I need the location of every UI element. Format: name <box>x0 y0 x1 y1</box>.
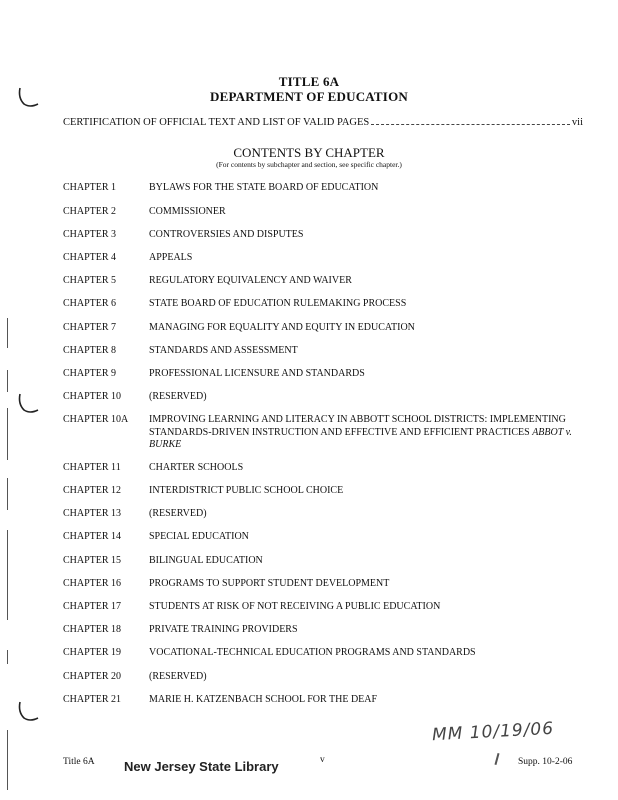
chapter-row[interactable] <box>63 578 593 591</box>
chapter-title: CHARTER SCHOOLS <box>149 462 244 473</box>
chapter-title: BYLAWS FOR THE STATE BOARD OF EDUCATION <box>149 182 379 193</box>
chapter-row[interactable] <box>63 391 593 404</box>
chapter-row[interactable] <box>63 531 593 544</box>
chapter-title: STANDARDS AND ASSESSMENT <box>149 345 298 356</box>
leader-dots <box>371 123 570 125</box>
chapter-number: CHAPTER 4 <box>63 252 117 263</box>
chapter-title: CONTROVERSIES AND DISPUTES <box>149 229 304 240</box>
chapter-title: INTERDISTRICT PUBLIC SCHOOL CHOICE <box>149 485 344 496</box>
chapter-row[interactable] <box>63 298 593 311</box>
certification-page: vii <box>571 117 583 128</box>
chapter-title: PROGRAMS TO SUPPORT STUDENT DEVELOPMENT <box>149 578 390 589</box>
chapter-title-case-name: ABBOT v. BURKE <box>149 426 572 450</box>
chapter-number: CHAPTER 17 <box>63 601 122 612</box>
chapter-row[interactable] <box>63 252 593 265</box>
certification-label: CERTIFICATION OF OFFICIAL TEXT AND LIST OF VALID PAGES <box>63 117 370 128</box>
chapter-number: CHAPTER 21 <box>63 694 122 705</box>
chapter-row[interactable] <box>63 414 593 452</box>
chapter-row[interactable] <box>63 555 593 568</box>
handwritten-mark <box>494 753 499 765</box>
chapter-number: CHAPTER 13 <box>63 508 122 519</box>
chapter-row[interactable] <box>63 624 593 637</box>
chapter-row[interactable] <box>63 368 593 381</box>
chapter-row[interactable] <box>63 275 593 288</box>
chapter-number: CHAPTER 2 <box>63 206 117 217</box>
chapter-number: CHAPTER 12 <box>63 485 122 496</box>
chapter-row[interactable] <box>63 322 593 335</box>
chapter-row[interactable] <box>63 462 593 475</box>
chapter-number: CHAPTER 1 <box>63 182 117 193</box>
chapter-title: MARIE H. KATZENBACH SCHOOL FOR THE DEAF <box>149 694 378 705</box>
chapter-number: CHAPTER 11 <box>63 462 121 473</box>
library-stamp: New Jersey State Library <box>124 759 279 774</box>
document-title: TITLE 6A <box>278 74 340 89</box>
footer-title: Title 6A <box>63 757 95 767</box>
scan-edge-line <box>7 370 8 392</box>
chapter-row[interactable] <box>63 229 593 242</box>
scan-edge-line <box>7 530 8 620</box>
chapter-number: CHAPTER 6 <box>63 298 117 309</box>
chapter-number: CHAPTER 9 <box>63 368 117 379</box>
chapter-title: PRIVATE TRAINING PROVIDERS <box>149 624 298 635</box>
chapter-row[interactable] <box>63 647 593 660</box>
chapter-title: (RESERVED) <box>149 508 207 519</box>
certification-entry[interactable] <box>63 117 583 128</box>
chapter-number: CHAPTER 19 <box>63 647 122 658</box>
scan-edge-line <box>7 730 8 790</box>
chapter-number: CHAPTER 15 <box>63 555 122 566</box>
chapter-number: CHAPTER 8 <box>63 345 117 356</box>
chapter-title: STATE BOARD OF EDUCATION RULEMAKING PROCESS <box>149 298 407 309</box>
document-subtitle: DEPARTMENT OF EDUCATION <box>210 89 408 104</box>
chapter-title: BILINGUAL EDUCATION <box>149 555 263 566</box>
chapter-number: CHAPTER 14 <box>63 531 122 542</box>
chapter-row[interactable] <box>63 671 593 684</box>
chapter-title: COMMISSIONER <box>149 206 226 217</box>
chapter-row[interactable] <box>63 182 593 195</box>
chapter-row[interactable] <box>63 601 593 614</box>
contents-note: (For contents by subchapter and section, see specific chapter.) <box>216 160 402 169</box>
chapter-row[interactable] <box>63 206 593 219</box>
chapter-number: CHAPTER 16 <box>63 578 122 589</box>
chapter-number: CHAPTER 10 <box>63 391 122 402</box>
scan-edge-line <box>7 408 8 460</box>
scan-edge-line <box>7 318 8 348</box>
chapter-title: (RESERVED) <box>149 671 207 682</box>
chapter-title: APPEALS <box>149 252 193 263</box>
page-number: v <box>320 755 325 765</box>
chapter-title: MANAGING FOR EQUALITY AND EQUITY IN EDUCATION <box>149 322 415 333</box>
chapter-number: CHAPTER 20 <box>63 671 122 682</box>
chapter-row[interactable] <box>63 345 593 358</box>
chapter-row[interactable] <box>63 694 593 707</box>
chapter-title: SPECIAL EDUCATION <box>149 531 249 542</box>
handwritten-initials-date: MM 10/19/06 <box>431 718 555 746</box>
chapter-number: CHAPTER 10A <box>63 414 129 425</box>
chapter-title: STUDENTS AT RISK OF NOT RECEIVING A PUBLIC EDUCATION <box>149 601 441 612</box>
chapter-title: PROFESSIONAL LICENSURE AND STANDARDS <box>149 368 365 379</box>
chapter-title: (RESERVED) <box>149 391 207 402</box>
punch-hole-icon <box>16 388 44 418</box>
chapter-number: CHAPTER 5 <box>63 275 117 286</box>
scan-edge-line <box>7 478 8 510</box>
chapter-row[interactable] <box>63 485 593 498</box>
chapter-title: REGULATORY EQUIVALENCY AND WAIVER <box>149 275 352 286</box>
chapter-number: CHAPTER 7 <box>63 322 117 333</box>
scan-edge-line <box>7 650 8 664</box>
chapter-row[interactable] <box>63 508 593 521</box>
chapter-title-group <box>149 414 589 452</box>
chapter-number: CHAPTER 18 <box>63 624 122 635</box>
chapter-number: CHAPTER 3 <box>63 229 117 240</box>
punch-hole-icon <box>16 696 44 726</box>
chapter-title: IMPROVING LEARNING AND LITERACY IN ABBOTT SCHOOL DISTRICTS: IMPLEMENTING STANDARDS-DRIVEN INSTRUCTION AND EFFECTIVE AND EFFICIENT PRACTICES <box>149 414 566 438</box>
chapter-title: VOCATIONAL-TECHNICAL EDUCATION PROGRAMS AND STANDARDS <box>149 647 476 658</box>
contents-heading: CONTENTS BY CHAPTER <box>233 145 385 160</box>
supplement-date: Supp. 10-2-06 <box>518 757 573 767</box>
